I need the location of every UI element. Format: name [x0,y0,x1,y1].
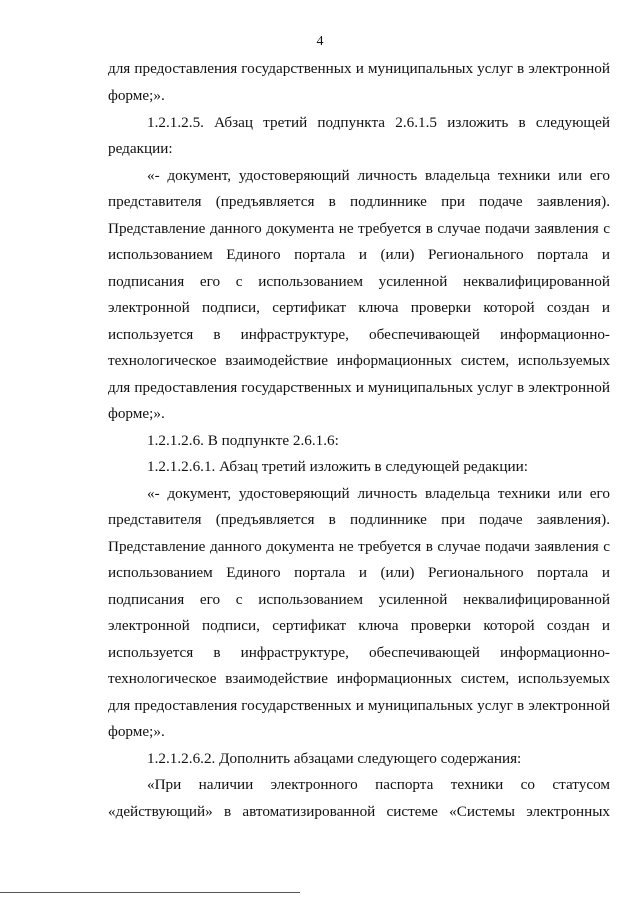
text-line: используется в инфраструктуре, обеспечивающей информационно- [108,326,610,343]
text-line: форме;». [108,87,165,104]
text-line: представителя (предъявляется в подлиннике при подаче заявления). [108,511,610,528]
text-line: технологическое взаимодействие информационных систем, используемых [108,352,610,369]
text-line: технологическое взаимодействие информационных систем, используемых [108,670,610,687]
text-line: редакции: [108,140,173,157]
footer-divider [0,892,300,893]
text-line: для предоставления государственных и муниципальных услуг в электронной [108,697,610,714]
page-number: 4 [316,34,324,49]
text-line: использованием Единого портала и (или) Регионального портала и [108,246,610,263]
text-line: Представление данного документа не требуется в случае подачи заявления с [108,220,610,237]
text-line: представителя (предъявляется в подлиннике при подаче заявления). [108,193,610,210]
text-line: «- документ, удостоверяющий личность владельца техники или его [147,485,610,502]
text-line: 1.2.1.2.6.2. Дополнить абзацами следующего содержания: [147,750,522,767]
text-line: электронной подписи, сертификат ключа проверки которой создан и [108,617,610,634]
text-line: форме;». [108,723,165,740]
text-line: форме;». [108,405,165,422]
text-line: подписания его с использованием усиленной неквалифицированной [108,591,610,608]
text-line: электронной подписи, сертификат ключа проверки которой создан и [108,299,610,316]
text-line: для предоставления государственных и муниципальных услуг в электронной [108,379,610,396]
text-line: подписания его с использованием усиленной неквалифицированной [108,273,610,290]
text-line: использованием Единого портала и (или) Регионального портала и [108,564,610,581]
text-line: 1.2.1.2.6.1. Абзац третий изложить в следующей редакции: [147,458,528,475]
text-line: 1.2.1.2.5. Абзац третий подпункта 2.6.1.5 изложить в следующей [147,114,610,131]
text-line: «действующий» в автоматизированной системе «Системы электронных [108,803,610,820]
text-line: Представление данного документа не требуется в случае подачи заявления с [108,538,610,555]
text-line: «При наличии электронного паспорта техники со статусом [147,776,610,793]
text-line: используется в инфраструктуре, обеспечивающей информационно- [108,644,610,661]
text-line: для предоставления государственных и муниципальных услуг в электронной [108,60,610,77]
text-line: 1.2.1.2.6. В подпункте 2.6.1.6: [147,432,339,449]
text-line: «- документ, удостоверяющий личность владельца техники или его [147,167,610,184]
